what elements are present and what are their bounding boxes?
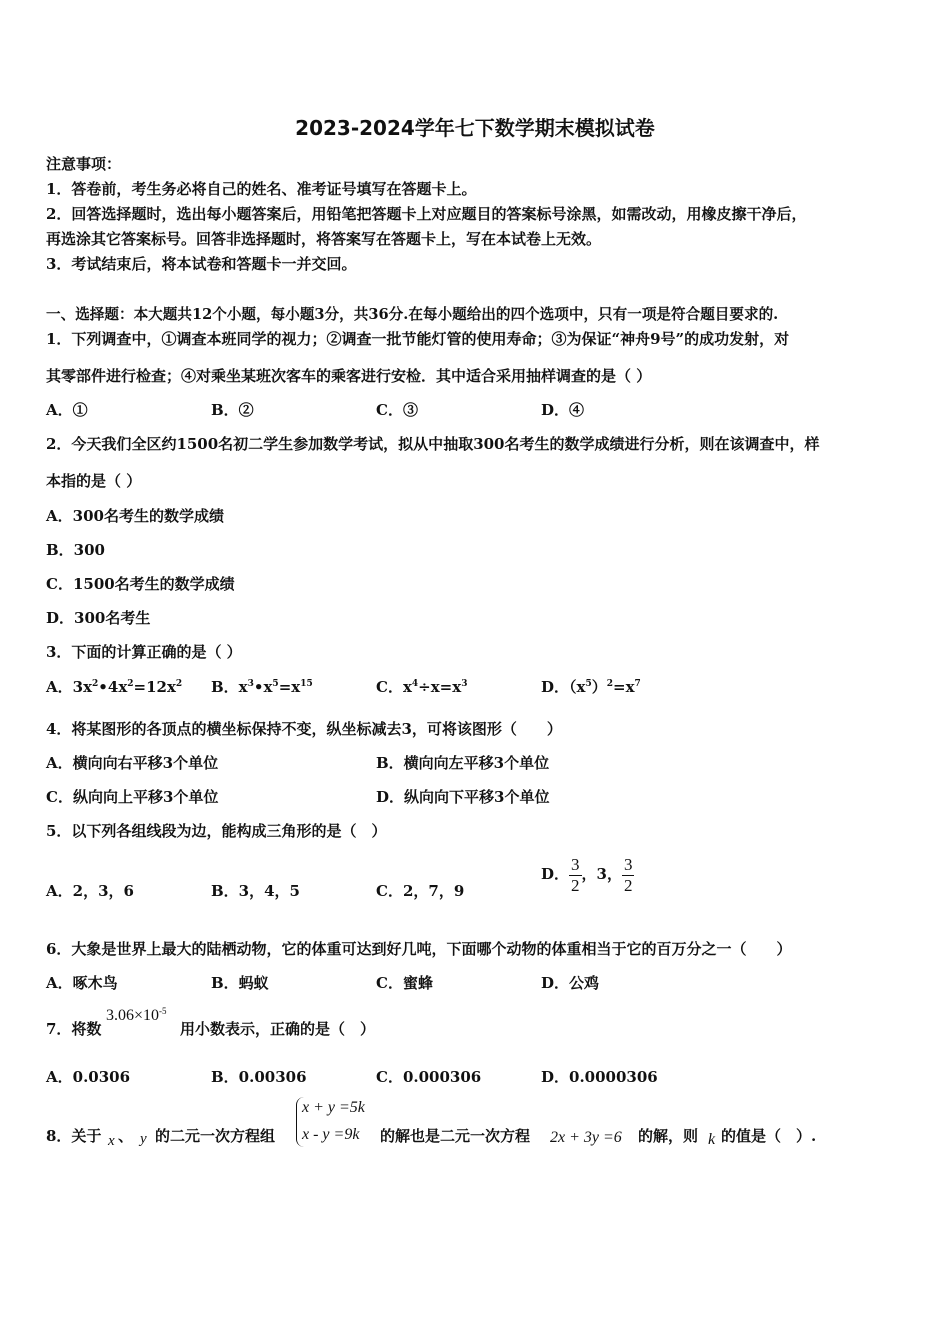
question-2-stem-cont: 本指的是（ ） xyxy=(46,472,142,490)
question-7-stem-pre: 7．将数 xyxy=(46,1020,102,1038)
q2-option-b: B．300 xyxy=(46,541,105,559)
q7-option-b: B．0.00306 xyxy=(211,1068,307,1086)
q4-option-a: A．横向向右平移3个单位 xyxy=(46,754,219,772)
question-4-stem: 4．将某图形的各顶点的横坐标保持不变，纵坐标减去3，可将该图形（ ） xyxy=(46,720,562,738)
var-x: x xyxy=(108,1133,115,1149)
fraction: $\frac{3}{2}$ xyxy=(571,854,580,895)
var-y: y xyxy=(140,1131,147,1147)
question-8-p5: 的值是（ ）. xyxy=(721,1127,817,1145)
page-title: 2023-2024学年七下数学期末模拟试卷 xyxy=(295,116,655,140)
question-8-sep: 、 xyxy=(118,1127,134,1145)
q3-option-d: D．$(x^5)^2=x^7$ xyxy=(541,678,641,696)
notice-item: 1．答卷前，考生务必将自己的姓名、准考证号填写在答题卡上。 xyxy=(46,180,477,198)
q6-option-a: A．啄木鸟 xyxy=(46,974,118,992)
question-1-stem: 1．下列调查中，①调查本班同学的视力；②调查一批节能灯管的使用寿命；③为保证“神舟9号”的成功发射，对 xyxy=(46,330,790,348)
q2-option-c: C．1500名考生的数学成绩 xyxy=(46,575,235,593)
notice-item: 再选涂其它答案标号。回答非选择题时，将答案写在答题卡上，写在本试卷上无效。 xyxy=(46,230,602,248)
q7-option-a: A．0.0306 xyxy=(46,1068,131,1086)
var-k: k xyxy=(708,1131,716,1148)
q3-option-c: C．$x^4\div x=x^3$ xyxy=(376,678,468,696)
question-8-p1: 8．关于 xyxy=(46,1127,102,1145)
question-3-stem: 3．下面的计算正确的是（ ） xyxy=(46,643,242,661)
q4-option-d: D．纵向向下平移3个单位 xyxy=(376,788,550,806)
equation-2: x - y =9k xyxy=(302,1126,360,1143)
q2-option-d: D．300名考生 xyxy=(46,609,151,627)
q3-option-b: B．$x^3•x^5=x^{15}$ xyxy=(211,678,313,696)
q7-option-c: C．0.000306 xyxy=(376,1068,482,1086)
fraction: $\frac{3}{2}$ xyxy=(623,854,633,895)
q6-option-d: D．公鸡 xyxy=(541,974,600,992)
equation-3: 2x + 3y =6 xyxy=(550,1129,622,1146)
question-6-stem: 6．大象是世界上最大的陆栖动物，它的体重可达到好几吨，下面哪个动物的体重相当于它的百万分之一（ ） xyxy=(46,940,792,958)
q3-option-a: A．$3x^2•4x^2=12x^2$ xyxy=(46,678,183,696)
q6-option-c: C．蜜蜂 xyxy=(376,974,433,992)
q5-option-b: B．3，4，5 xyxy=(211,882,300,900)
notice-item: 3．考试结束后，将本试卷和答题卡一并交回。 xyxy=(46,255,357,273)
q1-option-c: C．③ xyxy=(376,401,418,419)
q1-option-b: B．② xyxy=(211,401,254,419)
question-5-stem: 5．以下列各组线段为边，能构成三角形的是（ ） xyxy=(46,822,387,840)
question-2-stem: 2．今天我们全区约1500名初二学生参加数学考试，拟从中抽取300名考生的数学成绩进行分析，则在该调查中，样 xyxy=(46,435,820,453)
q5-option-c: C．2，7，9 xyxy=(376,882,465,900)
q5-option-d: D． $\frac{3}{2}$ ，3， $\frac{3}{2}$ xyxy=(541,854,633,895)
section-heading: 一、选择题：本大题共12个小题，每小题3分，共36分.在每小题给出的四个选项中，只有一项是符合题目要求的. xyxy=(46,306,779,323)
equation-1: x + y =5k xyxy=(302,1099,365,1116)
question-7-stem-post: 用小数表示，正确的是（ ） xyxy=(180,1020,376,1038)
question-8-p4: 的解，则 xyxy=(638,1127,699,1145)
q7-number: $3.06\times 10^{-5}$ xyxy=(106,1006,167,1024)
question-1-stem-cont: 其零部件进行检查；④对乘坐某班次客车的乘客进行安检．其中适合采用抽样调查的是（ ） xyxy=(46,367,652,385)
question-8-p3: 的解也是二元一次方程 xyxy=(380,1127,531,1145)
q6-option-b: B．蚂蚁 xyxy=(211,974,269,992)
q5-option-a: A．2，3，6 xyxy=(46,882,134,900)
notice-item: 2．回答选择题时，选出每小题答案后，用铅笔把答题卡上对应题目的答案标号涂黑，如需改动，用橡皮擦干净后， xyxy=(46,205,807,223)
question-8-p2: 的二元一次方程组 xyxy=(155,1127,276,1145)
q2-option-a: A．300名考生的数学成绩 xyxy=(46,507,224,525)
q4-option-c: C．纵向向上平移3个单位 xyxy=(46,788,219,806)
q1-option-d: D．④ xyxy=(541,401,585,419)
q4-option-b: B．横向向左平移3个单位 xyxy=(376,754,550,772)
notice-heading: 注意事项： xyxy=(46,155,122,173)
q1-option-a: A．① xyxy=(46,401,88,419)
q7-option-d: D．0.0000306 xyxy=(541,1068,658,1086)
